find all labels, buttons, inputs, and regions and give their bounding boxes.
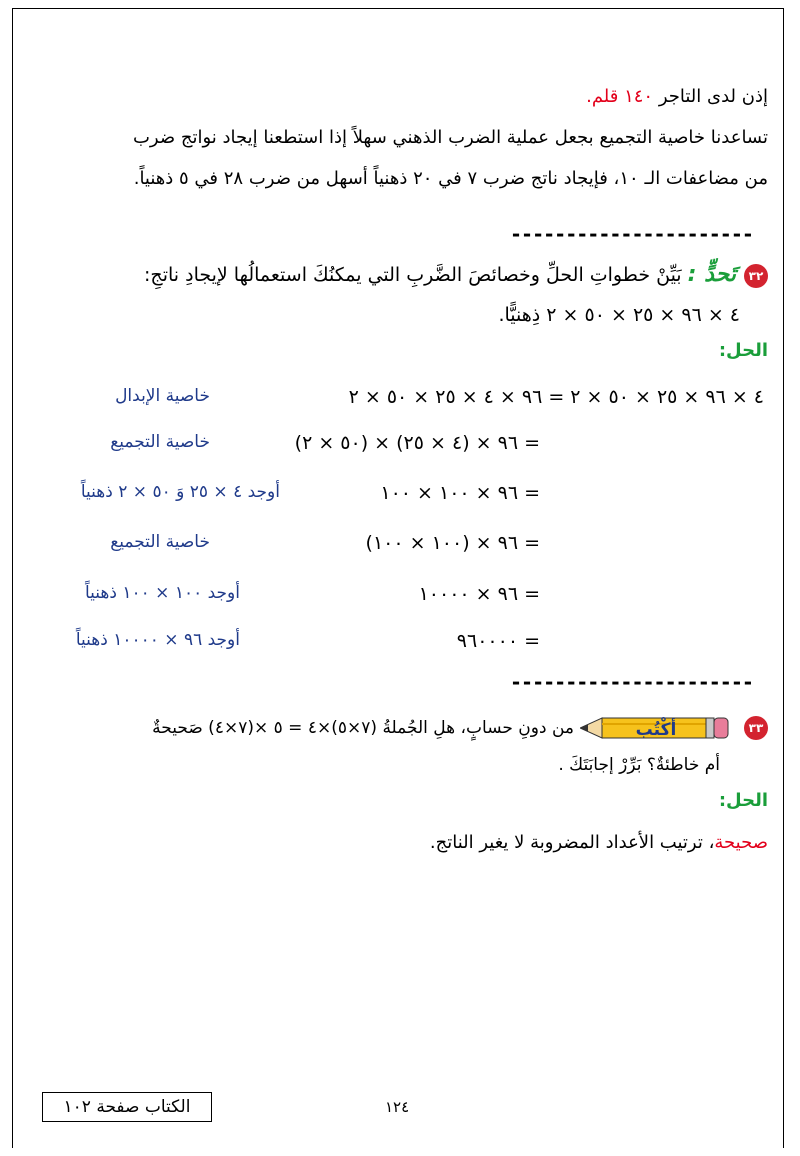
solution-step-equation: = ٩٦ × ١٠٠٠٠: [418, 583, 540, 605]
q33-prompt-line: [152, 712, 768, 744]
solution-step-equation: = ٩٦٠٠٠٠: [456, 630, 540, 652]
separator-1: ----------------------: [510, 222, 753, 246]
q33-prompt-1: من دونِ حسابٍ، هلِ الجُملةُ (٧×٥)×٤ = ٥ ×(٧×٤) صَحيحةٌ: [152, 718, 574, 738]
q33-solution-label: الحل:: [718, 790, 768, 811]
intro-line-1: [586, 86, 768, 107]
q32-prompt-line: [144, 262, 768, 288]
pencil-label: أكْتُب: [635, 720, 677, 740]
challenge-label: تَحدٍّ :: [687, 262, 736, 287]
separator-2: ----------------------: [510, 670, 753, 694]
q32-solution-label: الحل:: [718, 340, 768, 361]
merchant-pens-value: ١٤٠ قلم.: [586, 86, 654, 107]
q32-expression: ٤ × ٩٦ × ٢٥ × ٥٠ × ٢ ذِهنيًّا.: [498, 304, 740, 326]
q33-number-badge: ٣٣: [744, 716, 768, 740]
solution-step-equation: = ٩٦ × ١٠٠ × ١٠٠: [380, 482, 540, 504]
answer-text: ، ترتيب الأعداد المضروبة لا يغير الناتج.: [429, 832, 715, 853]
solution-step-equation: = ٩٦ × (٤ × ٢٥) × (٥٠ × ٢): [294, 432, 540, 454]
solution-step-equation: = ٩٦ × (١٠٠ × ١٠٠): [365, 532, 540, 554]
solution-step-property: أوجد ٩٦ × ١٠٠٠٠ ذهنياً: [75, 630, 240, 650]
solution-step-equation: ٤ × ٩٦ × ٢٥ × ٥٠ × ٢ = ٩٦ × ٤ × ٢٥ × ٥٠ × ٢: [348, 386, 764, 408]
answer-highlight: صحيحة: [714, 832, 768, 853]
intro-text: إذن لدى التاجر: [653, 86, 768, 107]
intro-line-3: من مضاعفات الـ ١٠، فإيجاد ناتج ضرب ٧ في ٢٠ ذهنياً أسهل من ضرب ٢٨ في ٥ ذهنياً.: [133, 168, 768, 189]
q32-number-badge: ٣٢: [744, 264, 768, 288]
solution-step-property: أوجد ٤ × ٢٥ وَ ٥٠ × ٢ ذهنياً: [80, 482, 280, 502]
pencil-icon: [580, 712, 730, 744]
solution-step-property: خاصية التجميع: [110, 532, 210, 552]
page-number: ١٢٤: [385, 1098, 410, 1116]
book-page-reference: الكتاب صفحة ١٠٢: [42, 1092, 212, 1122]
q33-answer: [430, 832, 768, 853]
solution-step-property: أوجد ١٠٠ × ١٠٠ ذهنياً: [84, 583, 240, 603]
solution-step-property: خاصية التجميع: [110, 432, 210, 452]
solution-step-property: خاصية الإبدال: [115, 386, 210, 406]
q32-prompt: بَيِّنْ خطواتِ الحلِّ وخصائصَ الضَّربِ التي يمكنُكَ استعمالُها لإيجادِ ناتجِ:: [144, 264, 682, 286]
intro-line-2: تساعدنا خاصية التجميع بجعل عملية الضرب الذهني سهلاً إذا استطعنا إيجاد نواتج ضرب: [132, 127, 768, 148]
q33-prompt-2: أم خاطئةٌ؟ بَرِّرْ إجابَتَكَ .: [558, 755, 720, 775]
